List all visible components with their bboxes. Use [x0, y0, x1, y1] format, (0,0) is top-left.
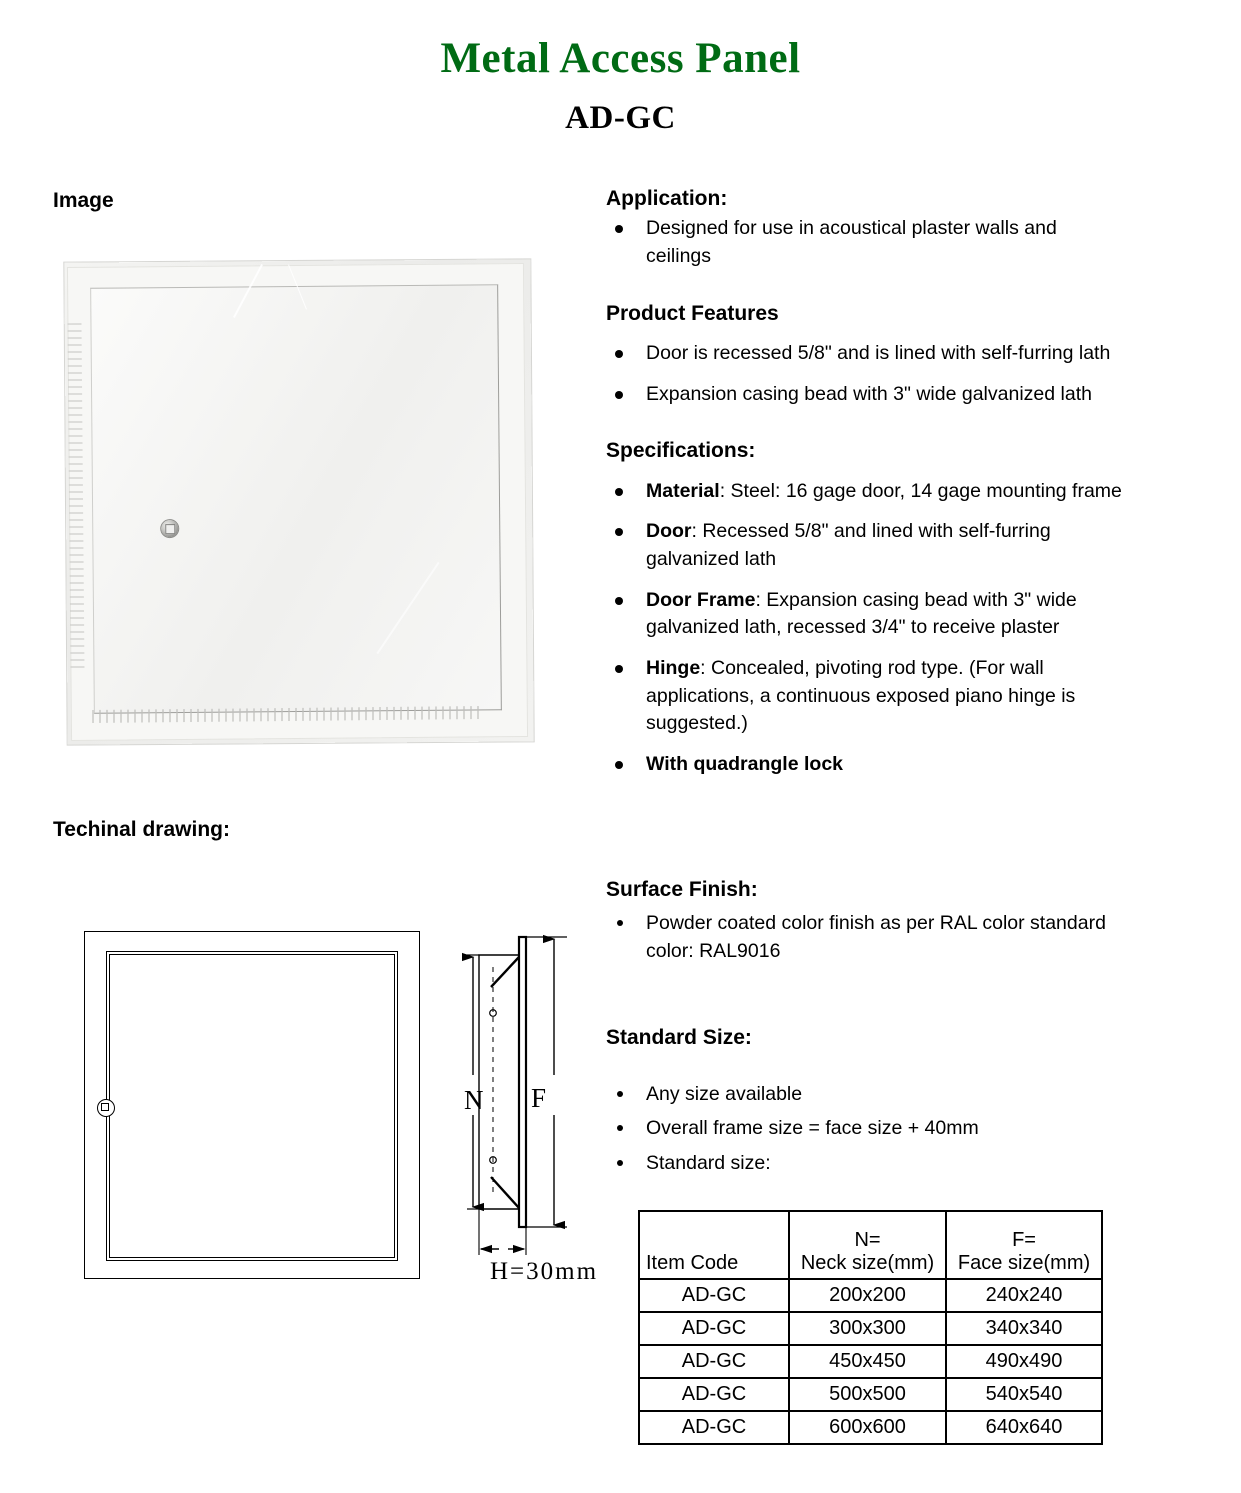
technical-drawing-section-label: Techinal drawing:: [53, 818, 230, 841]
surface-finish-list: [606, 910, 1126, 965]
column-header-neck-size: [789, 1211, 946, 1279]
panel-door: [90, 284, 502, 714]
list-item: Standard size:: [606, 1150, 1126, 1178]
cell-face-size: 490x490: [946, 1345, 1102, 1378]
neck-header-line1: N=: [854, 1229, 881, 1251]
product-features-list: [606, 340, 1126, 408]
list-item: [606, 478, 1126, 506]
front-view-drawing: [84, 931, 420, 1279]
cell-face-size: 640x640: [946, 1411, 1102, 1444]
standard-size-heading: Standard Size:: [606, 1026, 752, 1050]
table-row: [639, 1345, 1102, 1378]
application-heading: Application:: [606, 187, 728, 210]
cell-face-size: 340x340: [946, 1312, 1102, 1345]
spec-label: Material: [646, 479, 720, 502]
product-features-heading: Product Features: [606, 301, 779, 325]
standard-size-list: [606, 1081, 1126, 1178]
list-item: Expansion casing bead with 3" wide galvanized lath: [606, 381, 1126, 409]
neck-dimension-label: N: [464, 1085, 484, 1115]
spec-label: With quadrangle lock: [646, 753, 844, 775]
column-header-face-size: [946, 1211, 1102, 1279]
column-header-item-code: Item Code: [639, 1211, 789, 1279]
neck-header-line2: Neck size(mm): [800, 1252, 935, 1274]
list-item: Designed for use in acoustical plaster walls and ceilings: [606, 215, 1126, 270]
spec-label: Door: [646, 520, 692, 543]
panel-lock-icon: [161, 520, 178, 537]
spec-text: : Expansion casing bead with 3" wide galvanized lath, recessed 3/4" to receive plaster: [646, 588, 1077, 639]
table-header: [639, 1211, 1102, 1279]
list-item: Overall frame size = face size + 40mm: [606, 1115, 1126, 1143]
table-header-row: [639, 1211, 1102, 1279]
list-item: Any size available: [606, 1081, 1126, 1109]
table-body: [639, 1279, 1102, 1444]
list-item: Powder coated color finish as per RAL color standard color: RAL9016: [606, 910, 1126, 965]
product-model: AD-GC: [565, 100, 676, 136]
cell-neck-size: 200x200: [789, 1279, 946, 1312]
table-row: [639, 1279, 1102, 1312]
cell-item-code: AD-GC: [639, 1279, 789, 1312]
specifications-list: [606, 478, 1126, 779]
face-dimension-label: F: [531, 1083, 547, 1113]
cell-item-code: AD-GC: [639, 1411, 789, 1444]
depth-dimension-label: H=30mm: [490, 1258, 599, 1285]
product-photo: [47, 253, 539, 753]
table-row: [639, 1411, 1102, 1444]
cell-face-size: 240x240: [946, 1279, 1102, 1312]
spec-label: Door Frame: [646, 588, 756, 611]
specifications-heading: Specifications:: [606, 439, 756, 463]
specifications-column: [606, 186, 1126, 1178]
list-item: Door is recessed 5/8" and is lined with self-furring lath: [606, 340, 1126, 368]
cell-neck-size: 450x450: [789, 1345, 946, 1378]
cell-face-size: 540x540: [946, 1378, 1102, 1411]
front-view-lock-icon: [97, 1099, 115, 1117]
page-title: Metal Access Panel: [440, 35, 801, 82]
cell-item-code: AD-GC: [639, 1378, 789, 1411]
spec-label: Hinge: [646, 656, 701, 679]
table-row: [639, 1378, 1102, 1411]
cell-item-code: AD-GC: [639, 1312, 789, 1345]
list-item: [606, 655, 1126, 738]
cell-neck-size: 300x300: [789, 1312, 946, 1345]
cell-item-code: AD-GC: [639, 1345, 789, 1378]
face-header-line1: F=: [1012, 1229, 1036, 1251]
image-section-label: Image: [53, 189, 114, 212]
surface-finish-heading: Surface Finish:: [606, 877, 758, 901]
spec-text: : Concealed, pivoting rod type. (For wall applications, a continuous exposed piano hinge is suggested.): [646, 656, 1076, 735]
list-item: [606, 587, 1126, 642]
cell-neck-size: 500x500: [789, 1378, 946, 1411]
application-list: [606, 215, 1126, 270]
table-row: [639, 1312, 1102, 1345]
standard-size-table: [638, 1210, 1103, 1445]
side-view-drawing: [455, 925, 630, 1300]
spec-text: : Recessed 5/8" and lined with self-furring galvanized lath: [646, 520, 1051, 570]
list-item: [606, 518, 1126, 573]
spec-text: : Steel: 16 gage door, 14 gage mounting frame: [719, 479, 1122, 502]
face-header-line2: Face size(mm): [957, 1252, 1091, 1274]
list-item: [606, 751, 1126, 779]
cell-neck-size: 600x600: [789, 1411, 946, 1444]
front-view-door-panel: [109, 954, 395, 1258]
